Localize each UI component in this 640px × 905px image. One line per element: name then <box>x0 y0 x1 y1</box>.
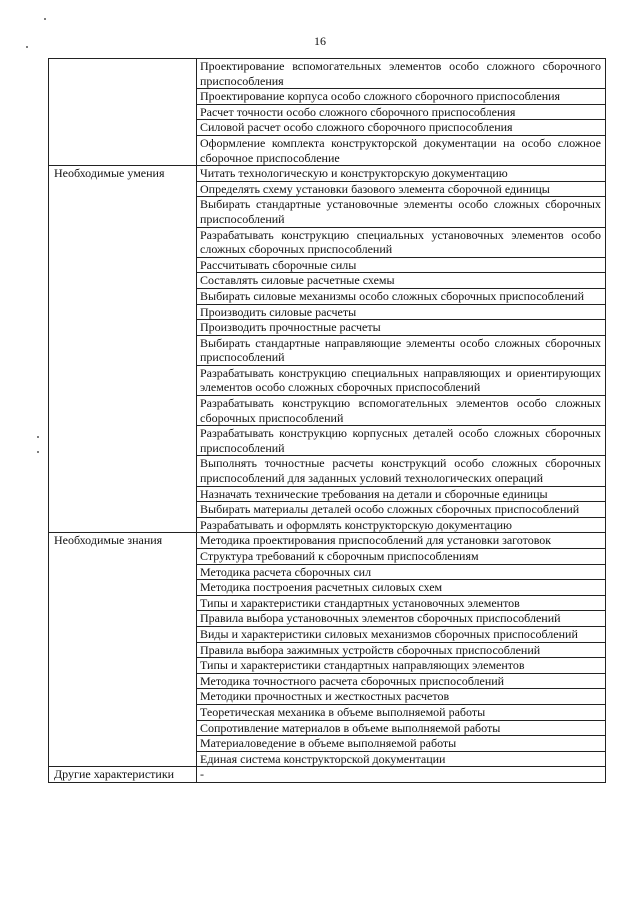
requirement-cell: Правила выбора зажимных устройств сборочных приспособлений <box>197 642 606 658</box>
requirement-cell: Разрабатывать конструкцию вспомогательных элементов особо сложных сборочных приспособлений <box>197 396 606 426</box>
scan-speck <box>26 46 28 48</box>
requirement-cell: Выполнять точностные расчеты конструкций особо сложных сборочных приспособлений для заданных условий технологических операций <box>197 456 606 486</box>
scan-speck <box>37 451 39 453</box>
requirement-cell: Теоретическая механика в объеме выполняемой работы <box>197 704 606 720</box>
category-cell: Необходимые знания <box>49 533 197 767</box>
table-row <box>49 533 606 549</box>
requirement-cell: Проектирование вспомогательных элементов особо сложного сборочного приспособления <box>197 59 606 89</box>
requirement-cell: Выбирать стандартные направляющие элементы особо сложных сборочных приспособлений <box>197 335 606 365</box>
requirement-cell: Методика точностного расчета сборочных приспособлений <box>197 673 606 689</box>
requirement-cell: Выбирать материалы деталей особо сложных сборочных приспособлений <box>197 502 606 518</box>
requirement-cell: Методики прочностных и жесткостных расчетов <box>197 689 606 705</box>
requirement-cell: Виды и характеристики силовых механизмов сборочных приспособлений <box>197 626 606 642</box>
requirement-cell: Читать технологическую и конструкторскую документацию <box>197 166 606 182</box>
requirement-cell: Выбирать силовые механизмы особо сложных сборочных приспособлений <box>197 288 606 304</box>
requirement-cell: Составлять силовые расчетные схемы <box>197 273 606 289</box>
requirement-cell: Проектирование корпуса особо сложного сборочного приспособления <box>197 89 606 105</box>
requirement-cell: Методика проектирования приспособлений для установки заготовок <box>197 533 606 549</box>
requirement-cell: Разрабатывать конструкцию корпусных деталей особо сложных сборочных приспособлений <box>197 426 606 456</box>
table-row <box>49 59 606 89</box>
requirement-cell: Разрабатывать конструкцию специальных установочных элементов особо сложных сборочных приспособлений <box>197 227 606 257</box>
requirement-cell: - <box>197 767 606 783</box>
requirement-cell: Выбирать стандартные установочные элементы особо сложных сборочных приспособлений <box>197 197 606 227</box>
requirement-cell: Материаловедение в объеме выполняемой работы <box>197 736 606 752</box>
requirement-cell: Типы и характеристики стандартных установочных элементов <box>197 595 606 611</box>
requirement-cell: Разрабатывать и оформлять конструкторскую документацию <box>197 517 606 533</box>
requirement-cell: Производить прочностные расчеты <box>197 320 606 336</box>
scan-speck <box>44 18 46 20</box>
requirement-cell: Сопротивление материалов в объеме выполняемой работы <box>197 720 606 736</box>
requirement-cell: Правила выбора установочных элементов сборочных приспособлений <box>197 611 606 627</box>
requirement-cell: Оформление комплекта конструкторской документации на особо сложное сборочное приспособление <box>197 135 606 165</box>
category-cell <box>49 59 197 166</box>
table-row <box>49 767 606 783</box>
requirement-cell: Методика расчета сборочных сил <box>197 564 606 580</box>
category-cell: Другие характеристики <box>49 767 197 783</box>
requirement-cell: Типы и характеристики стандартных направляющих элементов <box>197 658 606 674</box>
requirement-cell: Назначать технические требования на детали и сборочные единицы <box>197 486 606 502</box>
requirements-table <box>48 58 606 783</box>
category-cell: Необходимые умения <box>49 166 197 533</box>
scan-speck <box>37 436 39 438</box>
requirement-cell: Структура требований к сборочным приспособлениям <box>197 549 606 565</box>
requirement-cell: Рассчитывать сборочные силы <box>197 257 606 273</box>
requirement-cell: Производить силовые расчеты <box>197 304 606 320</box>
requirement-cell: Методика построения расчетных силовых схем <box>197 580 606 596</box>
requirements-table-body <box>49 59 606 783</box>
requirement-cell: Разрабатывать конструкцию специальных направляющих и ориентирующих элементов особо сложных сборочных приспособлений <box>197 365 606 395</box>
requirement-cell: Расчет точности особо сложного сборочного приспособления <box>197 104 606 120</box>
page-number: 16 <box>314 34 326 48</box>
table-row <box>49 166 606 182</box>
requirement-cell: Силовой расчет особо сложного сборочного приспособления <box>197 120 606 136</box>
requirement-cell: Единая система конструкторской документации <box>197 751 606 767</box>
requirement-cell: Определять схему установки базового элемента сборочной единицы <box>197 181 606 197</box>
